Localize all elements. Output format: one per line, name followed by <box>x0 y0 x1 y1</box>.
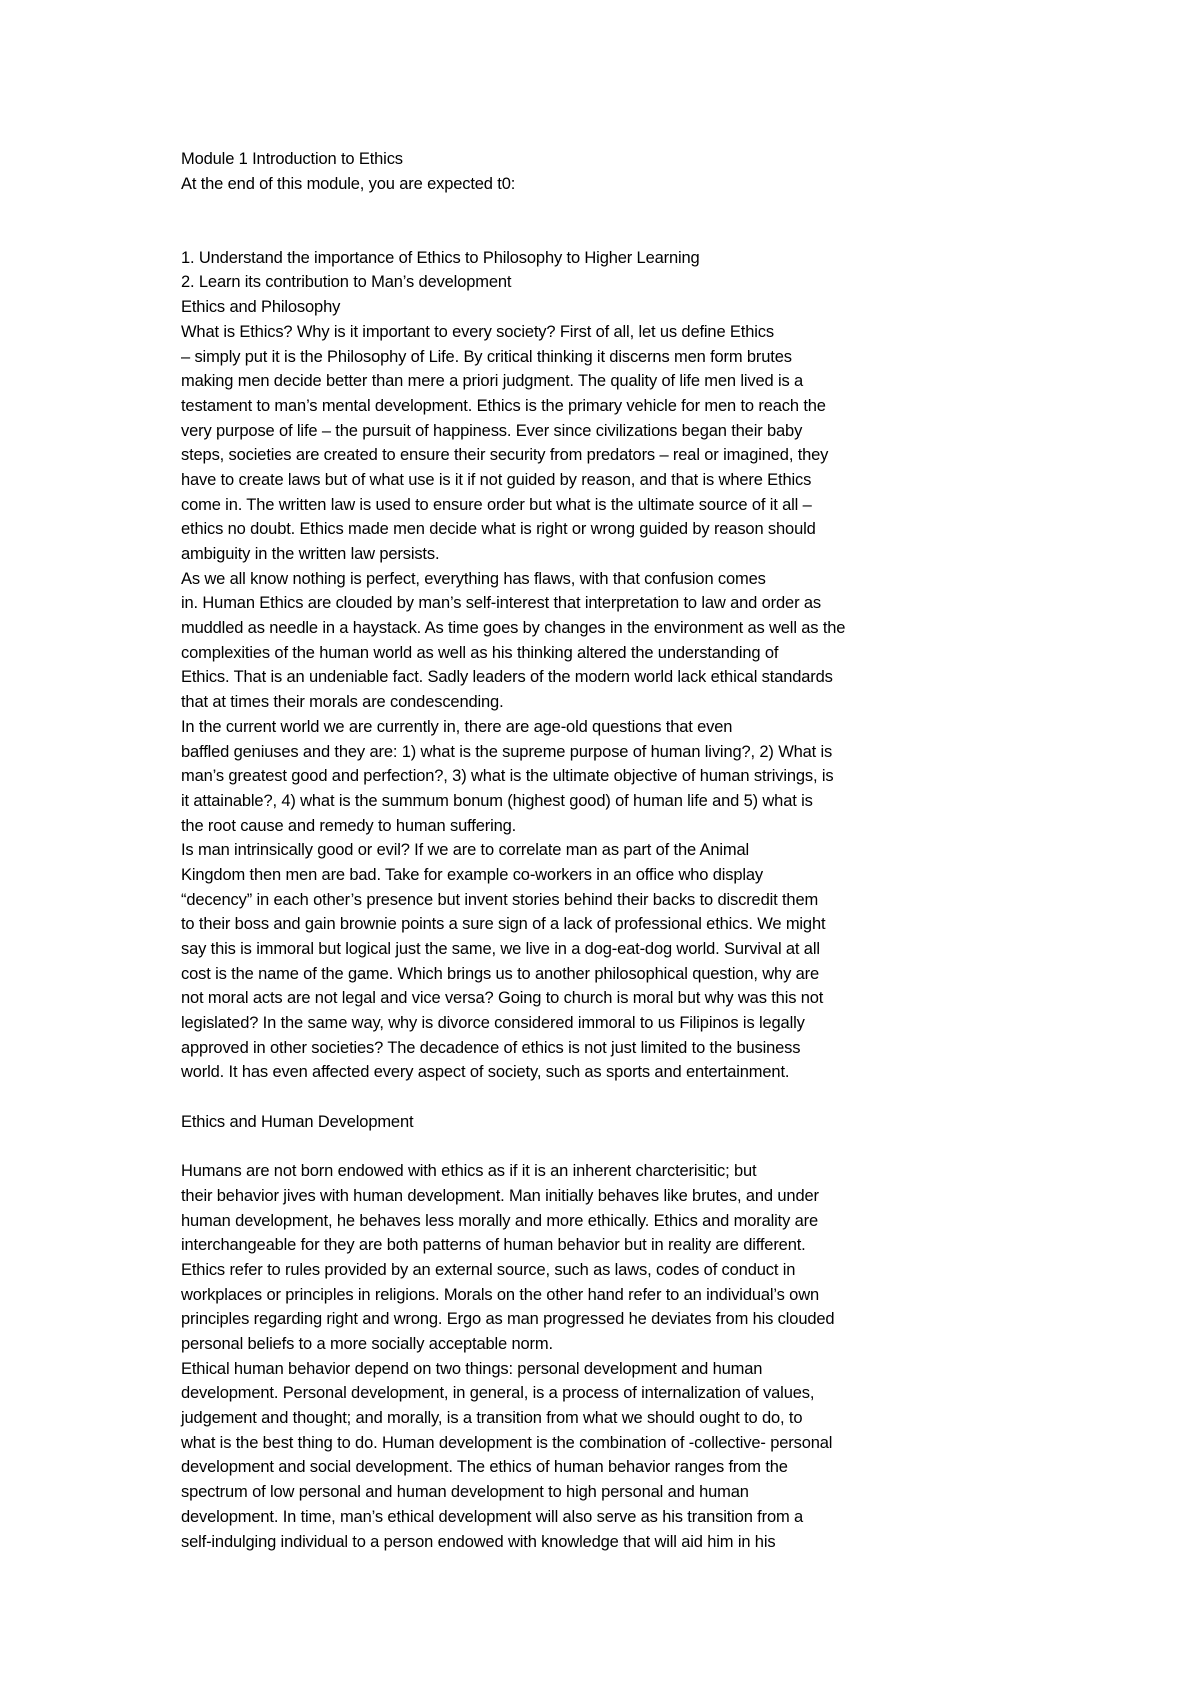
text-line: cost is the name of the game. Which brings us to another philosophical question, why are <box>181 964 819 983</box>
text-line: say this is immoral but logical just the same, we live in a dog-eat-dog world. Survival at all <box>181 940 820 958</box>
text-line: to their boss and gain brownie points a sure sign of a lack of professional ethics. We might <box>181 915 826 934</box>
text-line: their behavior jives with human development. Man initially behaves like brutes, and under <box>181 1186 819 1205</box>
module-title: Module 1 Introduction to Ethics <box>181 150 403 168</box>
text-line: muddled as needle in a haystack. As time goes by changes in the environment as well as the <box>181 619 846 638</box>
text-line: – simply put it is the Philosophy of Life. By critical thinking it discerns men form brutes <box>181 347 792 366</box>
text-line: baffled geniuses and they are: 1) what is the supreme purpose of human living?, 2) What is <box>181 742 833 761</box>
text-line: the root cause and remedy to human suffering. <box>181 816 517 835</box>
text-line: “decency” in each other’s presence but invent stories behind their backs to discredit them <box>181 890 819 909</box>
text-line: workplaces or principles in religions. Morals on the other hand refer to an individual’s own <box>181 1285 819 1304</box>
text-line: very purpose of life – the pursuit of happiness. Ever since civilizations began their baby <box>181 421 803 440</box>
section-ethics-human-development-body <box>181 1159 961 1554</box>
text-line: what is the best thing to do. Human development is the combination of -collective- personal <box>181 1433 833 1452</box>
objective-item: 1. Understand the importance of Ethics to Philosophy to Higher Learning <box>181 248 700 267</box>
text-line: personal beliefs to a more socially acceptable norm. <box>181 1335 553 1353</box>
text-line: approved in other societies? The decadence of ethics is not just limited to the business <box>181 1038 801 1057</box>
objectives-list <box>181 246 961 295</box>
text-line: testament to man’s mental development. Ethics is the primary vehicle for men to reach the <box>181 396 826 415</box>
text-line: development and social development. The ethics of human behavior ranges from the <box>181 1458 788 1477</box>
text-line: development. Personal development, in general, is a process of internalization of values, <box>181 1384 815 1403</box>
text-line: human development, he behaves less morally and more ethically. Ethics and morality are <box>181 1211 819 1230</box>
section-heading-ethics-philosophy: Ethics and Philosophy <box>181 298 341 317</box>
text-line: Ethics. That is an undeniable fact. Sadly leaders of the modern world lack ethical standards <box>181 668 833 687</box>
text-line: principles regarding right and wrong. Ergo as man progressed he deviates from his clouded <box>181 1310 835 1329</box>
text-line: come in. The written law is used to ensure order but what is the ultimate source of it all – <box>181 495 812 514</box>
objective-item: 2. Learn its contribution to Man’s development <box>181 273 512 292</box>
document-body <box>181 147 961 1554</box>
text-line: interchangeable for they are both patterns of human behavior but in reality are different. <box>181 1236 806 1255</box>
text-line: man’s greatest good and perfection?, 3) what is the ultimate objective of human strivings, is <box>181 767 834 786</box>
spacer <box>181 1135 961 1160</box>
text-line: development. In time, man’s ethical development will also serve as his transition from a <box>181 1507 804 1526</box>
text-line: As we all know nothing is perfect, everything has flaws, with that confusion comes <box>181 569 766 588</box>
text-line: that at times their morals are condescending. <box>181 693 504 712</box>
text-line: spectrum of low personal and human development to high personal and human <box>181 1483 749 1502</box>
text-line: Ethical human behavior depend on two things: personal development and human <box>181 1359 763 1378</box>
text-line: legislated? In the same way, why is divorce considered immoral to us Filipinos is legally <box>181 1014 805 1033</box>
text-line: in. Human Ethics are clouded by man’s self-interest that interpretation to law and order as <box>181 594 821 613</box>
text-line: ambiguity in the written law persists. <box>181 545 440 563</box>
text-line: Is man intrinsically good or evil? If we are to correlate man as part of the Animal <box>181 841 750 860</box>
text-line: steps, societies are created to ensure their security from predators – real or imagined, they <box>181 446 829 465</box>
section-heading-ethics-human-development: Ethics and Human Development <box>181 1112 414 1131</box>
text-line: making men decide better than mere a priori judgment. The quality of life men lived is a <box>181 372 804 391</box>
text-line: have to create laws but of what use is it if not guided by reason, and that is where Ethics <box>181 470 812 489</box>
section-ethics-philosophy-body <box>181 320 961 1085</box>
text-line: ethics no doubt. Ethics made men decide what is right or wrong guided by reason should <box>181 520 816 539</box>
spacer <box>181 1085 961 1110</box>
text-line: complexities of the human world as well as his thinking altered the understanding of <box>181 643 779 662</box>
module-intro: At the end of this module, you are expected t0: <box>181 174 516 193</box>
text-line: it attainable?, 4) what is the summum bonum (highest good) of human life and 5) what is <box>181 791 813 810</box>
spacer <box>181 221 961 246</box>
text-line: Humans are not born endowed with ethics as if it is an inherent charcterisitic; but <box>181 1162 757 1181</box>
text-line: world. It has even affected every aspect of society, such as sports and entertainment. <box>181 1063 790 1082</box>
text-line: judgement and thought; and morally, is a transition from what we should ought to do, to <box>181 1409 803 1428</box>
text-line: not moral acts are not legal and vice versa? Going to church is moral but why was this not <box>181 989 824 1008</box>
text-line: In the current world we are currently in, there are age-old questions that even <box>181 717 733 736</box>
text-line: self-indulging individual to a person endowed with knowledge that will aid him in his <box>181 1532 776 1551</box>
text-line: Kingdom then men are bad. Take for example co-workers in an office who display <box>181 865 764 884</box>
text-line: Ethics refer to rules provided by an external source, such as laws, codes of conduct in <box>181 1260 796 1279</box>
text-line: What is Ethics? Why is it important to every society? First of all, let us define Ethics <box>181 322 774 341</box>
spacer <box>181 196 961 221</box>
